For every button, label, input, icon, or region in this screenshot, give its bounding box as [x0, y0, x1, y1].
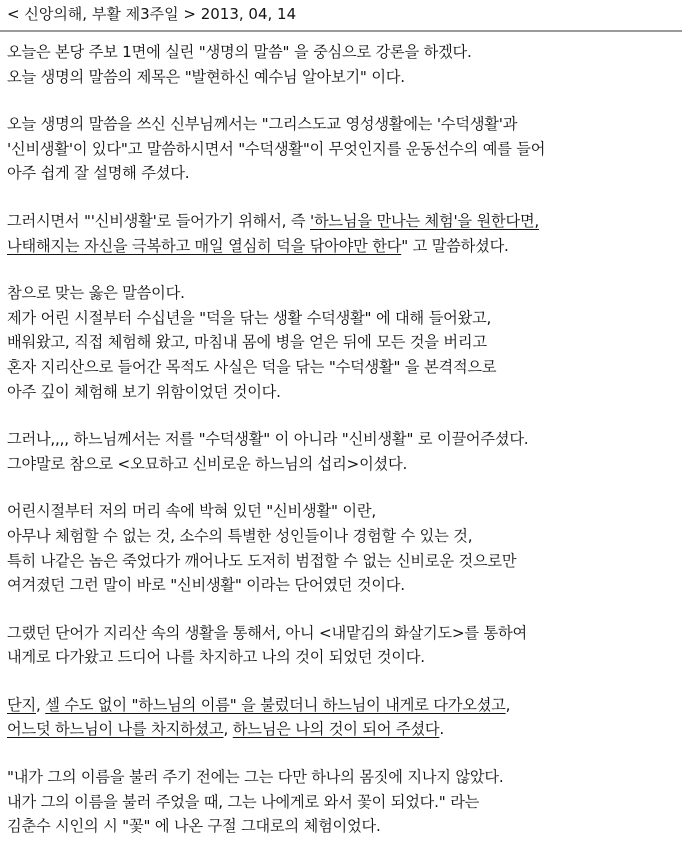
underlined-text: 하느님은 나의 것이 되어 주셨다 — [232, 720, 440, 739]
paragraph — [7, 281, 679, 404]
text-line — [7, 161, 679, 186]
text-segment: 오늘은 본당 주보 1면에 실린 "생명의 말씀" 을 중심으로 강론을 하겠다. — [7, 43, 472, 61]
text-segment: 혼자 지리산으로 들어간 목적도 사실은 덕을 닦는 "수덕생활" 을 본격적으로 — [7, 357, 497, 376]
paragraph — [7, 693, 679, 742]
text-line — [7, 234, 679, 259]
text-segment: 어린시절부터 저의 머리 속에 박혀 있던 "신비생활" 이란, — [7, 502, 376, 521]
text-line — [7, 549, 679, 574]
paragraph — [7, 621, 679, 670]
text-line — [7, 380, 679, 405]
text-line — [7, 499, 679, 524]
post-title: < 신앙의해, 부활 제3주일 > 2013, 04, 14 — [7, 5, 297, 23]
paragraph — [7, 209, 679, 258]
text-segment: 그러시면서 "'신비생활'로 들어가기 위해서, 즉 — [7, 211, 310, 230]
text-segment: 아무나 체험할 수 없는 것, 소수의 특별한 성인들이나 경험할 수 있는 것, — [7, 526, 473, 545]
text-line — [7, 65, 679, 90]
text-line — [7, 645, 679, 670]
text-segment: 그러나,,,, 하느님께서는 저를 "수덕생활" 이 아니라 "신비생활" 로 이끌어주셨다. — [7, 430, 529, 449]
text-segment: , — [505, 695, 511, 714]
text-line — [7, 693, 679, 718]
text-line — [7, 765, 679, 790]
text-line — [7, 209, 679, 234]
text-line — [7, 790, 679, 815]
underlined-text: 어느덧 하느님이 나를 차지하셨고 — [7, 720, 224, 739]
paragraph — [7, 765, 679, 839]
text-segment: . — [439, 720, 445, 739]
text-segment: 아주 깊이 체험해 보기 위함이었던 것이다. — [7, 382, 281, 401]
text-line — [7, 40, 679, 65]
text-line — [7, 112, 679, 137]
paragraph — [7, 40, 679, 89]
underlined-text: '하느님을 만나는 체험'을 원한다면, — [309, 211, 540, 230]
underlined-text: 단지 — [7, 695, 36, 714]
paragraph — [7, 112, 679, 186]
text-segment: 아주 쉽게 잘 설명해 주셨다. — [7, 164, 190, 183]
text-segment: 특히 나같은 놈은 죽었다가 깨어나도 도저히 범접할 수 없는 신비로운 것으로만 — [7, 551, 517, 570]
post-body — [7, 40, 679, 862]
text-segment: 오늘 생명의 말씀의 제목은 "발현하신 예수님 알아보기" 이다. — [7, 67, 405, 86]
paragraph — [7, 499, 679, 597]
text-line — [7, 814, 679, 839]
text-line — [7, 717, 679, 742]
paragraph — [7, 427, 679, 476]
text-line — [7, 306, 679, 331]
text-segment: "내가 그의 이름을 불러 주기 전에는 그는 다만 하나의 몸짓에 지나지 않았다. — [7, 768, 504, 787]
text-segment: 김춘수 시인의 시 "꽃" 에 나온 구절 그대로의 체험이었다. — [7, 817, 381, 836]
text-segment: , — [223, 720, 233, 739]
text-segment: 오늘 생명의 말씀을 쓰신 신부님께서는 "그리스도교 영성생활에는 '수덕생활'과 — [7, 115, 518, 134]
text-line — [7, 281, 679, 306]
text-segment: 그랬던 단어가 지리산 속의 생활을 통해서, 아니 <내맡김의 화살기도>를 통하여 — [7, 623, 527, 642]
text-line — [7, 621, 679, 646]
text-line — [7, 573, 679, 598]
text-segment: 내가 그의 이름을 불러 주었을 때, 그는 나에게로 와서 꽃이 되었다." 라는 — [7, 792, 480, 811]
text-line — [7, 452, 679, 477]
text-segment: " 고 말씀하셨다. — [401, 236, 509, 255]
text-line — [7, 524, 679, 549]
underlined-text: 셀 수도 없이 "하느님의 이름" 을 불렀더니 하느님이 내게로 다가오셨고 — [45, 695, 506, 714]
text-segment: 참으로 맞는 옳은 말씀이다. — [7, 284, 185, 303]
text-line — [7, 137, 679, 162]
title-divider — [0, 30, 682, 32]
text-segment: 내게로 다가왔고 드디어 나를 차지하고 나의 것이 되었던 것이다. — [7, 648, 425, 667]
text-line — [7, 330, 679, 355]
text-line — [7, 355, 679, 380]
text-segment: 그야말로 참으로 <오묘하고 신비로운 하느님의 섭리>이셨다. — [7, 454, 408, 473]
text-segment: , — [35, 695, 46, 714]
text-line — [7, 427, 679, 452]
text-segment: '신비생활'이 있다"고 말씀하시면서 "수덕생활"이 무엇인지를 운동선수의 예를 들어 — [7, 139, 546, 158]
text-segment: 여겨졌던 그런 말이 바로 "신비생활" 이라는 단어였던 것이다. — [7, 576, 405, 595]
text-segment: 제가 어린 시절부터 수십년을 "덕을 닦는 생활 수덕생활" 에 대해 들어왔고, — [7, 308, 492, 327]
underlined-text: 나태해지는 자신을 극복하고 매일 열심히 덕을 닦아야만 한다 — [7, 236, 402, 255]
text-segment: 배워왔고, 직접 체험해 왔고, 마침내 몸에 병을 얻은 뒤에 모든 것을 버리고 — [7, 333, 487, 352]
